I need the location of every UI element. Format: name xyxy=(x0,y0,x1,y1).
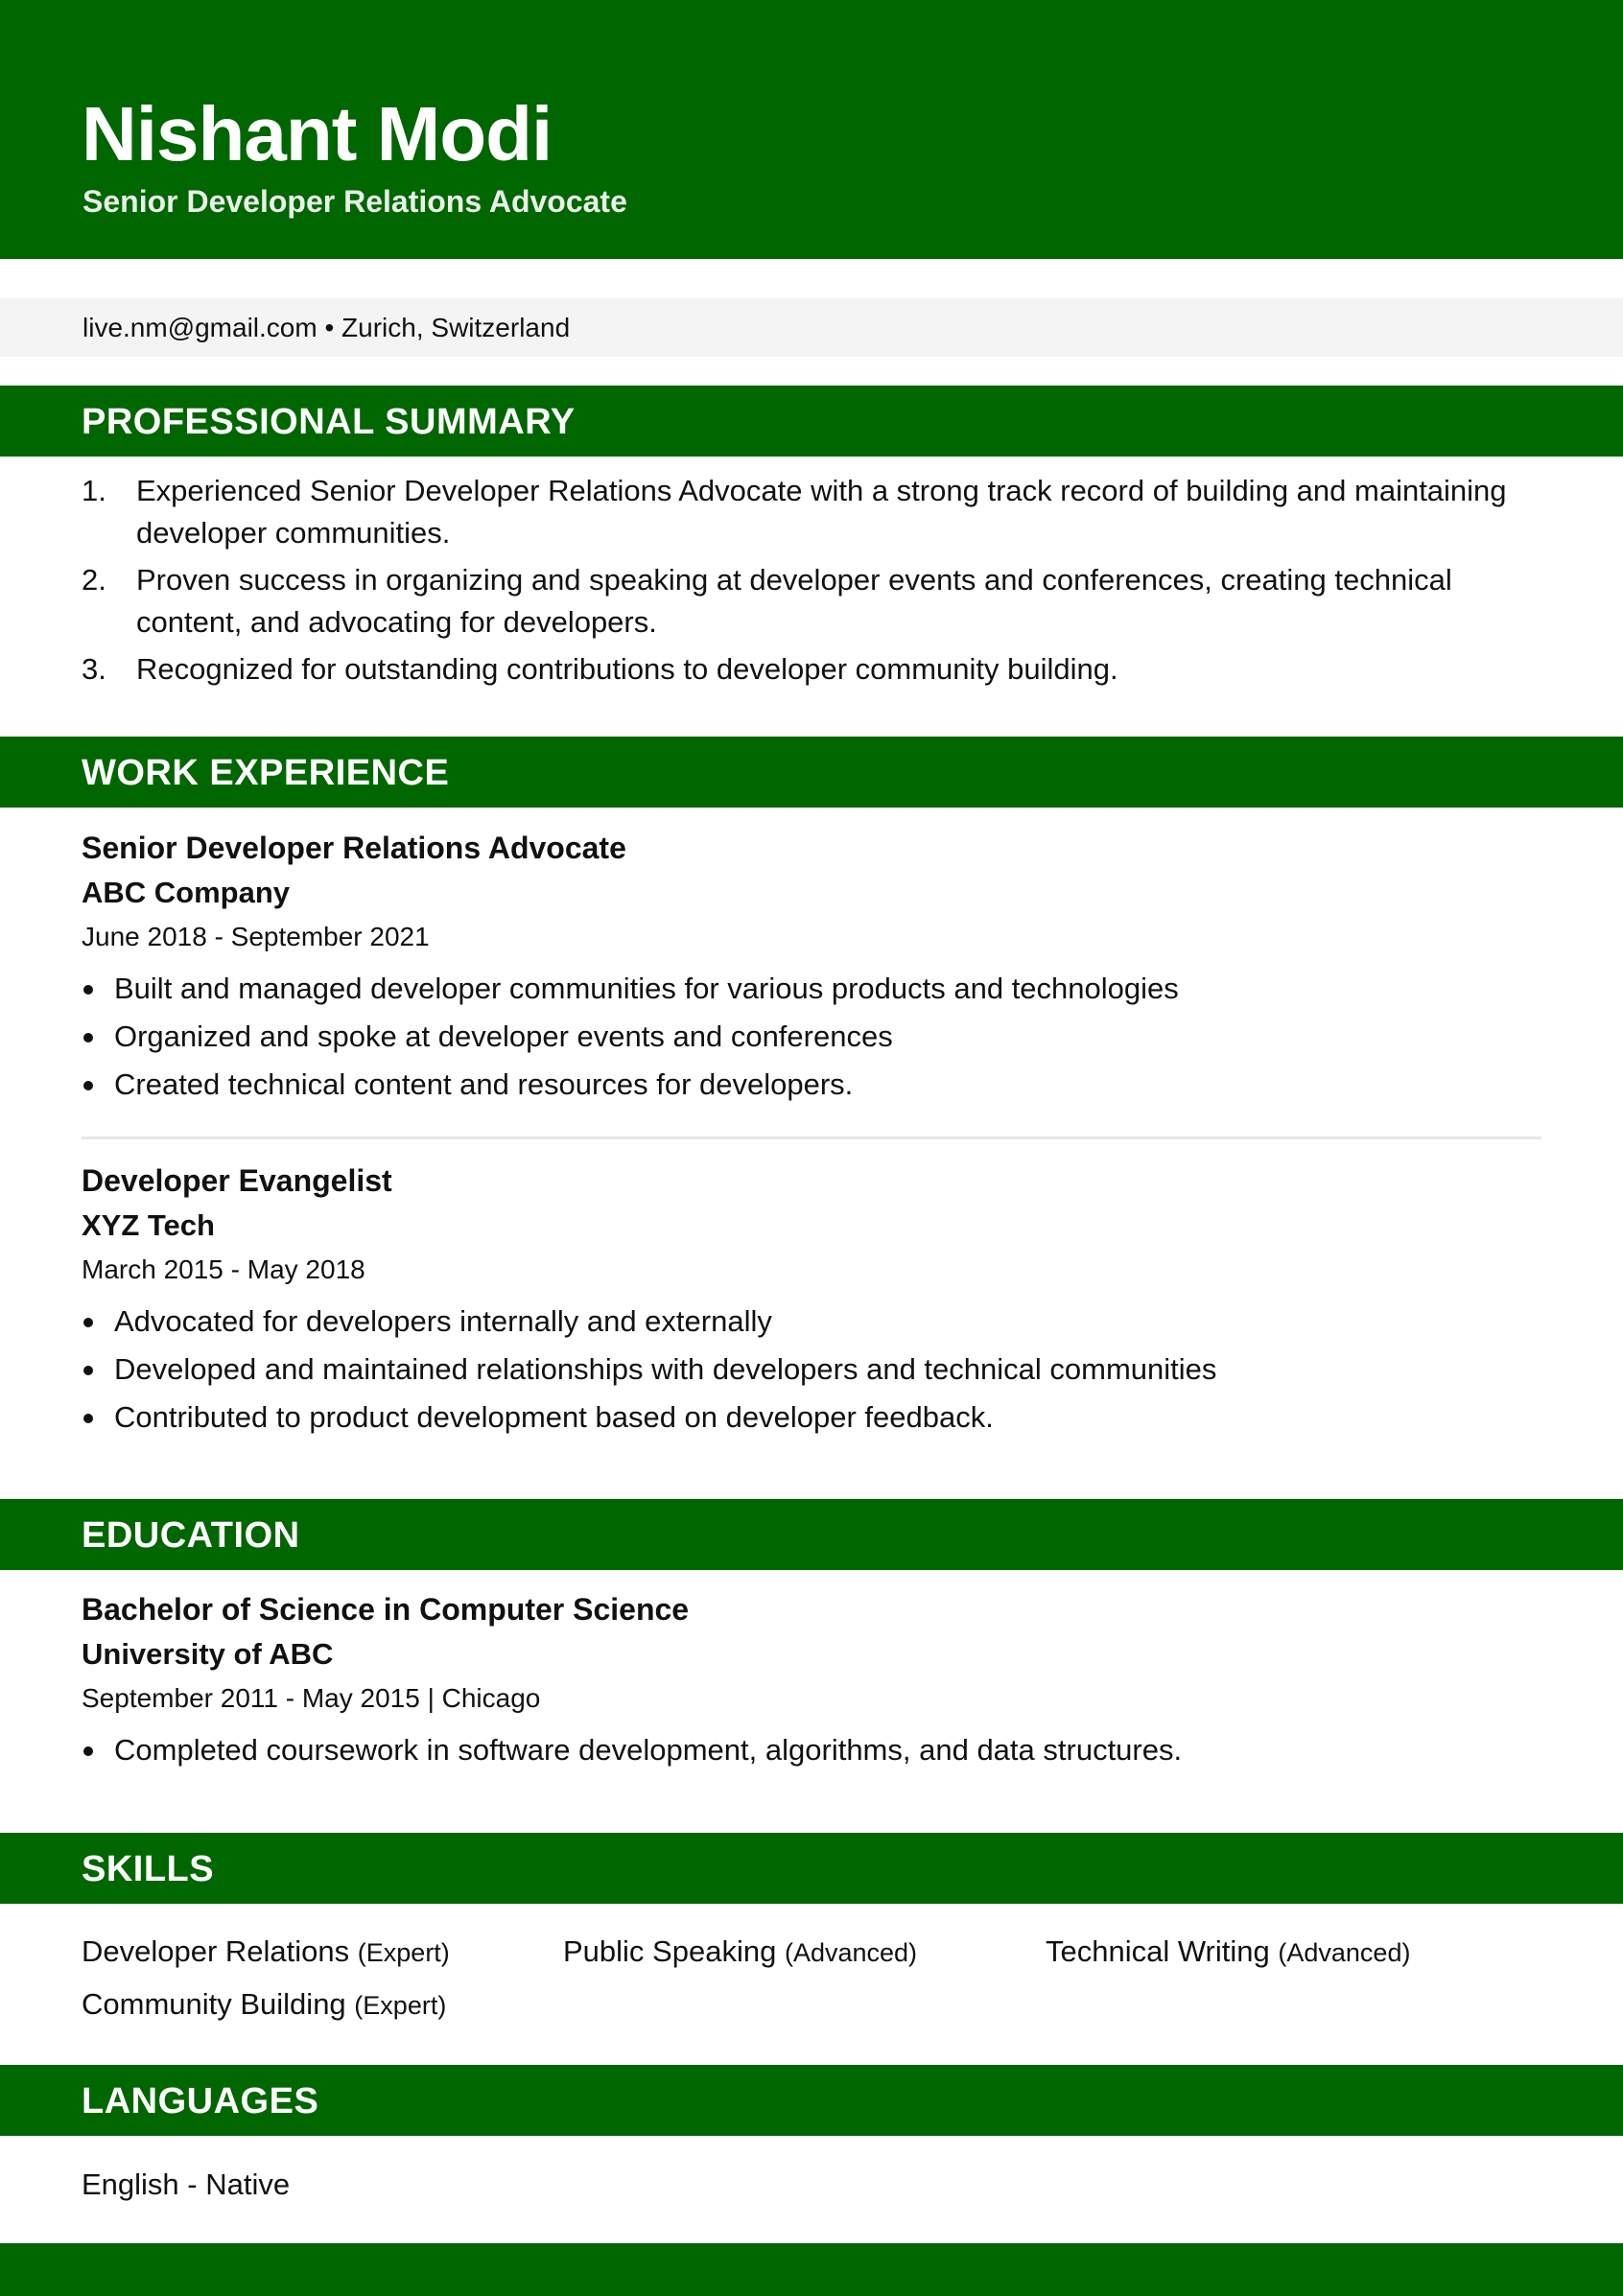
skill-level: (Expert) xyxy=(357,1938,450,1967)
job-bullet: Built and managed developer communities for various products and technologies xyxy=(82,965,1541,1013)
job-bullet: Developed and maintained relationships with developers and technical communities xyxy=(82,1346,1541,1394)
job-role: Senior Developer Relations Advocate xyxy=(82,831,626,865)
summary-item xyxy=(82,648,1559,691)
skill-name: Public Speaking xyxy=(563,1934,777,1968)
work-entry xyxy=(82,827,1541,1109)
section-title-languages: LANGUAGES xyxy=(82,2081,319,2121)
section-title-work: WORK EXPERIENCE xyxy=(82,753,450,793)
footer-bar xyxy=(0,2243,1623,2296)
summary-list xyxy=(82,470,1559,695)
job-bullet: Advocated for developers internally and externally xyxy=(82,1298,1541,1346)
section-title-skills: SKILLS xyxy=(82,1849,215,1889)
skill-name: Community Building xyxy=(82,1987,346,2021)
education-entry xyxy=(82,1588,1541,1774)
skill-item xyxy=(1046,1933,1410,1972)
education-bullets xyxy=(82,1726,1541,1774)
degree: Bachelor of Science in Computer Science xyxy=(82,1592,690,1627)
section-title-education: EDUCATION xyxy=(82,1515,300,1556)
job-bullet: Contributed to product development based on developer feedback. xyxy=(82,1394,1541,1441)
section-header-education xyxy=(0,1499,1623,1570)
section-header-work xyxy=(0,737,1623,808)
skill-item xyxy=(563,1933,917,1972)
list-number: 2. xyxy=(82,563,106,597)
section-header-languages xyxy=(0,2065,1623,2136)
summary-text: Proven success in organizing and speaking at developer events and conferences, creating technical content, and advocating for developers. xyxy=(136,563,1452,639)
contact-bar xyxy=(0,298,1623,357)
school: University of ABC xyxy=(82,1637,334,1671)
candidate-title: Senior Developer Relations Advocate xyxy=(82,184,627,219)
job-dates: June 2018 - September 2021 xyxy=(82,922,430,951)
job-bullets xyxy=(82,965,1541,1109)
skill-item xyxy=(82,1985,446,2025)
job-bullet: Organized and spoke at developer events and conferences xyxy=(82,1013,1541,1061)
job-bullets xyxy=(82,1298,1541,1441)
skill-name: Technical Writing xyxy=(1046,1934,1270,1968)
summary-item xyxy=(82,559,1559,644)
skill-level: (Expert) xyxy=(354,1991,447,2020)
skill-level: (Advanced) xyxy=(1278,1938,1411,1967)
job-bullet: Created technical content and resources for developers. xyxy=(82,1061,1541,1109)
section-header-skills xyxy=(0,1833,1623,1904)
summary-item xyxy=(82,470,1559,554)
work-entry xyxy=(82,1160,1541,1441)
job-role: Developer Evangelist xyxy=(82,1163,392,1198)
skill-name: Developer Relations xyxy=(82,1934,350,1968)
education-details: September 2011 - May 2015 | Chicago xyxy=(82,1683,541,1713)
job-company: XYZ Tech xyxy=(82,1208,215,1242)
language-item: English - Native xyxy=(82,2167,291,2201)
entry-divider xyxy=(82,1136,1541,1139)
summary-text: Recognized for outstanding contributions to developer community building. xyxy=(136,652,1118,686)
job-company: ABC Company xyxy=(82,876,291,909)
job-dates: March 2015 - May 2018 xyxy=(82,1254,365,1284)
candidate-name: Nishant Modi xyxy=(82,91,553,176)
list-number: 1. xyxy=(82,474,106,507)
section-title-summary: PROFESSIONAL SUMMARY xyxy=(82,402,576,442)
education-bullet: Completed coursework in software development, algorithms, and data structures. xyxy=(82,1726,1541,1774)
contact-info: live.nm@gmail.com • Zurich, Switzerland xyxy=(82,313,571,342)
skill-item xyxy=(82,1933,450,1972)
section-header-summary xyxy=(0,386,1623,457)
list-number: 3. xyxy=(82,652,106,686)
skill-level: (Advanced) xyxy=(784,1938,918,1967)
resume-header xyxy=(0,0,1623,259)
summary-text: Experienced Senior Developer Relations Advocate with a strong track record of building and maintaining developer communities. xyxy=(136,474,1507,550)
